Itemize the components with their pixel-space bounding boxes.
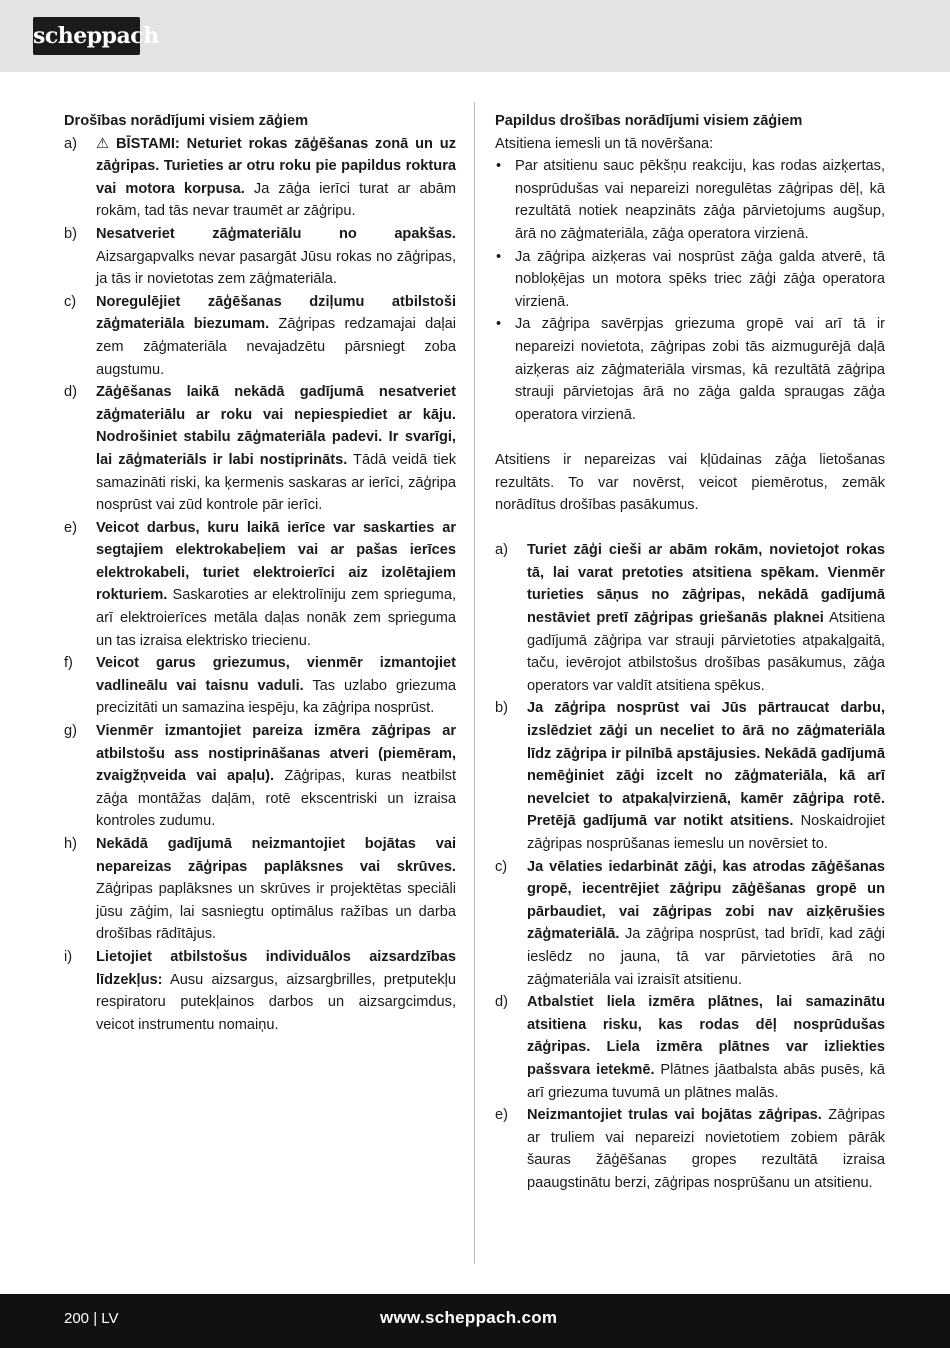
list-item <box>495 1104 885 1194</box>
item-label: a) <box>495 542 508 559</box>
bullet-item <box>495 313 885 426</box>
item-text: Ja zāģa ierīci turat ar abām rokām, tad tās nevar traumēt ar zāģripu. <box>96 180 456 220</box>
list-item <box>495 539 885 697</box>
item-label: i) <box>64 948 73 965</box>
item-text: Ausu aizsargus, aizsargbrilles, pretputekļu respiratoru putekļainos darbos un aizsargcimdus, veicot instrumentu nomaiņu. <box>96 971 456 1033</box>
item-label: h) <box>64 836 77 852</box>
item-label: d) <box>64 384 77 401</box>
item-bold: Veicot darbus, kuru laikā ierīce var saskarties ar segtajiem elektrokabeļiem vai ar pašas ierīces elektrokabeli, turiet elektroierīci aiz izolētajiem rokturiem. <box>96 519 456 604</box>
item-bold: Veicot garus griezumus, vienmēr izmantojiet vadlineālu vai taisnu vaduli. <box>96 655 456 694</box>
list-item <box>64 517 456 653</box>
item-label: a) <box>64 135 77 152</box>
list-item <box>64 652 456 720</box>
bullet-item <box>495 155 885 245</box>
item-text: Zāģripas paplāksnes un skrūves ir projektētas speciāli jūsu zāģim, lai sasniegtu optimālus ražības un darba drošības rādītājus. <box>96 881 456 943</box>
header-bar <box>0 0 950 72</box>
list-item <box>495 856 885 992</box>
item-label: c) <box>64 293 77 310</box>
list-item <box>64 946 456 1036</box>
item-label: b) <box>495 700 508 717</box>
item-bold: Ja zāģripa nosprūst vai Jūs pārtraucat darbu, izslēdziet zāģi un neceliet to ārā no zāģmateriāla līdz zāģripa ir pilnībā apstājusies. Nekādā gadījumā nemēģiniet zāģi izcelt no zāģmateriāla, kā arī nevelciet to atpakaļvirzienā, kamēr zāģripa rotē. Pretējā gadījumā var notikt atsitiens. <box>527 700 885 830</box>
bullet-text: Ja zāģripa aizķeras vai nosprūst zāģa galda atverē, tā nobloķējas un motora spēks triec zāģi zāģa operatora virzienā. <box>515 248 885 310</box>
item-bold: Ja vēlaties iedarbināt zāģi, kas atrodas zāģēšanas gropē, iecentrējiet zāģripu zāģēšanas gropē un pārbaudiet, vai zāģripas zobi nav aizķērušies zāģmateriālā. <box>527 858 885 943</box>
column-divider <box>474 102 475 1264</box>
item-bold: Nekādā gadījumā neizmantojiet bojātas vai nepareizas zāģripas paplāksnes vai skrūves. <box>96 836 456 875</box>
item-label: e) <box>495 1107 508 1124</box>
item-label: d) <box>495 994 508 1011</box>
item-label: c) <box>495 858 508 875</box>
item-text: Plātnes jāatbalsta abās pusēs, kā arī griezuma tuvumā un plātnes malās. <box>527 1061 885 1101</box>
item-bold: BĪSTAMI: Neturiet rokas zāģēšanas zonā un uz zāģripas. Turieties ar otru roku pie papildus roktura vai motora korpusa. <box>96 135 456 197</box>
bullet-item <box>495 246 885 314</box>
item-text: Tādā veidā tiek samazināti riski, ka ķermenis saskaras ar ierīci, zāģripa nosprūst vai zūd kontrole pār ierīci. <box>96 451 456 514</box>
scheppach-logo: scheppach <box>33 17 140 55</box>
item-text: Noskaidrojiet zāģripas nosprūšanas iemeslu un novērsiet to. <box>527 813 885 852</box>
item-bold: Vienmēr izmantojiet pareiza izmēra zāģripas ar atbilstošu ass nostiprināšanas atveri (piemēram, zvaigžņveida vai apaļu). <box>96 723 456 785</box>
item-text: Tas uzlabo griezuma precizitāti un samazina iespēju, ka zāģripa nosprūst. <box>96 677 457 717</box>
left-column <box>64 110 456 1036</box>
item-bold: Lietojiet atbilstošus individuālos aizsardzības līdzekļus: <box>96 948 456 988</box>
bullet-icon: • <box>496 248 502 265</box>
item-bold: Nesatveriet zāģmateriālu no apakšas. <box>96 225 456 242</box>
item-label: b) <box>64 225 77 242</box>
item-bold: Neizmantojiet trulas vai bojātas zāģripas. <box>527 1107 822 1124</box>
list-item <box>64 833 456 946</box>
list-item <box>64 223 456 291</box>
list-item <box>495 991 885 1104</box>
page-number: 200 | LV <box>64 1310 119 1327</box>
item-label: e) <box>64 519 77 536</box>
list-item <box>64 133 456 223</box>
item-bold: Zāģēšanas laikā nekādā gadījumā nesatveriet zāģmateriālu ar roku vai nepiespiediet ar kāju. Nodrošiniet stabilu zāģmateriāla padevi. Ir svarīgi, lai zāģmateriāls ir labi nostiprināts. <box>96 384 456 468</box>
list-item <box>64 720 456 833</box>
footer-bar <box>0 1294 950 1348</box>
item-text: Ja zāģripa nosprūst, tad brīdī, kad zāģi ieslēdz no jauna, tā var pārvietoties ārā no zāģmateriāla vai izraisīt atsitienu. <box>527 926 885 988</box>
bullet-icon: • <box>496 158 502 175</box>
item-text: Zāģripas redzamajai daļai zem zāģmateriāla nevajadzētu pārsniegt zoba augstumu. <box>96 316 456 378</box>
website-url: www.scheppach.com <box>380 1308 558 1327</box>
kickback-paragraph: Atsitiens ir nepareizas vai kļūdainas zāģa lietošanas rezultāts. To var novērst, veicot piemērotus, zemāk norādītus drošības pasākumus. <box>495 451 885 514</box>
bullet-text: Par atsitienu sauc pēkšņu reakciju, kas rodas aizķertas, nosprūdušas vai nepareizi noregulētas zāģripas dēļ, kā rezultātā notiek neapzināts zāģa pārvietojums augšup, ārā no zāģmateriāla, zāģa operatora virzienā. <box>515 158 885 242</box>
item-bold: Atbalstiet liela izmēra plātnes, lai samazinātu atsitiena risku, kas rodas dēļ nosprūdušas zāģripas. Liela izmēra plātnes var izliekties pašsvara ietekmē. <box>527 994 885 1078</box>
item-text: Zāģripas, kuras neatbilst zāģa montāžas daļām, rotē ekscentriski un izraisa kontroles zudumu. <box>96 768 456 830</box>
right-column <box>495 110 885 1195</box>
bullet-text: Ja zāģripa savērpjas griezuma gropē vai arī tā ir nepareizi novietota, zāģripas zobi tās aizmugurējā daļā aizķeras aiz zāģmateriāla virsmas, kā rezultātā zāģripa strauji pārvietojas ārā no zāģa galda spraugas zāģa operatora virzienā. <box>515 316 885 423</box>
item-label: g) <box>64 723 77 740</box>
item-bold: Turiet zāģi cieši ar abām rokām, novietojot rokas tā, lai varat pretoties atsitiena spēkam. Vienmēr turieties sāņus no zāģripas, nekādā gadījumā nestāviet pretī zāģripas griešanās plaknei <box>527 542 885 627</box>
right-heading: Papildus drošības norādījumi visiem zāģiem <box>495 113 803 129</box>
list-item <box>64 381 456 517</box>
warning-triangle-icon: ⚠ <box>96 135 110 152</box>
right-subheading: Atsitiena iemesli un tā novēršana: <box>495 135 714 152</box>
list-item <box>495 697 885 855</box>
bullet-icon: • <box>496 316 502 333</box>
item-bold: Noregulējiet zāģēšanas dziļumu atbilstoši zāģmateriāla biezumam. <box>96 293 456 333</box>
left-heading: Drošības norādījumi visiem zāģiem <box>64 113 309 129</box>
item-label: f) <box>64 655 73 672</box>
list-item <box>64 291 456 381</box>
item-text: Aizsargapvalks nevar pasargāt Jūsu rokas no zāģripas, ja tās ir novietotas zem zāģmateriāla. <box>96 248 456 288</box>
item-text: Saskaroties ar elektrolīniju zem sprieguma, arī elektroierīces metāla daļas nonāk zem sprieguma un tas izraisa elektrisko triecienu. <box>96 587 456 649</box>
item-text: Atsitiena gadījumā zāģripa var strauji pārvietoties atpakaļgaitā, taču, ievērojot atbilstošus drošības pasākumus, zāģa operators var valdīt atsitiena spēkus. <box>527 610 885 694</box>
item-text: Zāģripas ar truliem vai nepareizi novietotiem zobiem pārāk šauras žāģēšanas gropes rezultātā izraisa paaugstinātu berzi, zāģripas nosprūšanu un atsitienu. <box>527 1107 885 1191</box>
